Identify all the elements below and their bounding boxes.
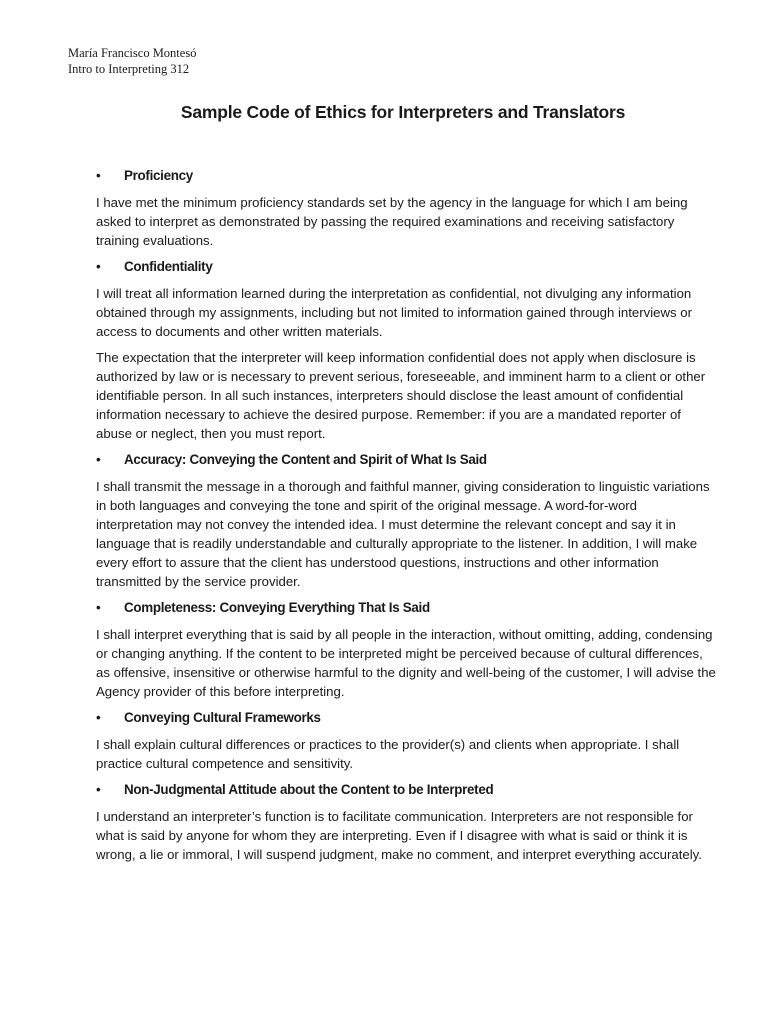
section-paragraph: I understand an interpreter’s function is to facilitate communication. Interpreters are not responsible for what is said by anyone for whom they are interpreting. Even if I disagree with what is said or think it is wrong, a lie or immoral, I will suspend judgment, make no comment, and interpret everything accurately. [96,809,702,862]
section-paragraph: I will treat all information learned during the interpretation as confidential, not divulging any information obtained through my assignments, including but not limited to information gained through interviews or access to documents and other written materials. [96,286,692,339]
document-body [96,166,716,871]
section-paragraph: I shall transmit the message in a thorough and faithful manner, giving consideration to linguistic variations in both languages and conveying the tone and spirit of the original message. A word-for-word interpretation may not convey the intended idea. I must determine the relevant concept and say it in language that is readily understandable and culturally appropriate to the listener. In addition, I will make every effort to assure that the client has understood questions, instructions and other information transmitted by the service provider. [96,479,710,589]
bullet-icon: • [96,452,101,467]
author-block [68,45,196,77]
section-heading [96,598,716,617]
document-title: Sample Code of Ethics for Interpreters and Translators [180,102,626,122]
section-heading-text: Confidentiality [124,259,213,274]
author-name: María Francisco Montesó [68,46,197,60]
bullet-icon: • [96,710,101,725]
bullet-icon: • [96,782,101,797]
section-heading [96,708,716,727]
section-proficiency [96,166,716,250]
section-heading-text: Proficiency [124,168,193,183]
section-heading [96,257,716,276]
section-confidentiality [96,257,716,443]
bullet-icon: • [96,600,101,615]
section-paragraph: I shall explain cultural differences or practices to the provider(s) and clients when appropriate. I shall practice cultural competence and sensitivity. [96,737,680,771]
section-heading-text: Conveying Cultural Frameworks [124,710,321,725]
section-non-judgmental [96,780,716,864]
section-paragraph: I shall interpret everything that is said by all people in the interaction, without omitting, adding, condensing or changing anything. If the content to be interpreted might be perceived because of cultural differences, as offensive, insensitive or otherwise harmful to the dignity and well-being of the customer, I will advise the Agency provider of this before interpreting. [96,627,716,699]
section-heading [96,780,716,799]
course-name: Intro to Interpreting 312 [68,62,190,76]
section-heading-text: Non-Judgmental Attitude about the Content to be Interpreted [124,782,494,797]
section-accuracy [96,450,716,591]
section-heading [96,166,716,185]
section-cultural-frameworks [96,708,716,773]
bullet-icon: • [96,259,101,274]
section-heading-text: Accuracy: Conveying the Content and Spirit of What Is Said [124,452,487,467]
section-completeness [96,598,716,701]
section-paragraph: I have met the minimum proficiency standards set by the agency in the language for which I am being asked to interpret as demonstrated by passing the required examinations and receiving satisfactory training evaluations. [96,195,688,248]
section-heading-text: Completeness: Conveying Everything That Is Said [124,600,430,615]
bullet-icon: • [96,168,101,183]
section-heading [96,450,716,469]
section-paragraph: The expectation that the interpreter will keep information confidential does not apply when disclosure is authorized by law or is necessary to prevent serious, foreseeable, and imminent harm to a client or other identifiable person. In all such instances, interpreters should disclose the least amount of confidential information necessary to achieve the desired purpose. Remember: if you are a mandated reporter of abuse or neglect, then you must report. [96,350,706,441]
